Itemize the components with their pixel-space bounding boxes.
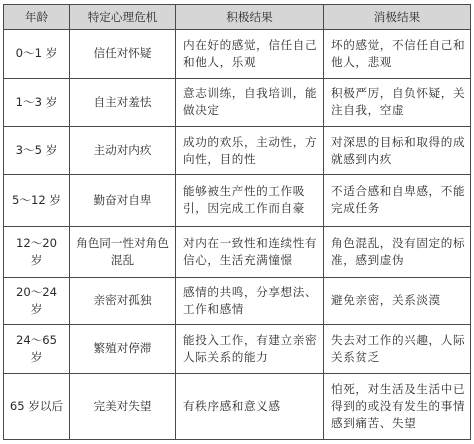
age-cell: 1～3 岁 xyxy=(4,78,70,127)
crisis-cell: 完美对失望 xyxy=(70,373,176,439)
positive-cell: 意志训练，自我培训，能做决定 xyxy=(176,78,324,127)
positive-cell: 对内在一致性和连续性有信心，生活充满憧憬 xyxy=(176,226,324,277)
age-cell: 12～20 岁 xyxy=(4,226,70,277)
negative-cell: 怕死，对生活及生活中已得到的或没有发生的事情感到痛苦、失望 xyxy=(324,373,471,439)
negative-cell: 不适合感和自卑感，不能完成任务 xyxy=(324,174,471,226)
positive-cell: 能投入工作，有建立亲密人际关系的能力 xyxy=(176,325,324,374)
crisis-cell: 勤奋对自卑 xyxy=(70,174,176,226)
age-cell: 20～24 岁 xyxy=(4,277,70,325)
positive-cell: 内在好的感觉，信任自己和他人，乐观 xyxy=(176,30,324,79)
table-row xyxy=(4,30,471,79)
table-row xyxy=(4,174,471,226)
table-row xyxy=(4,373,471,439)
negative-cell: 坏的感觉，不信任自己和他人，悲观 xyxy=(324,30,471,79)
positive-cell: 成功的欢乐，主动性，方向性，目的性 xyxy=(176,127,324,175)
crisis-cell: 主动对内疚 xyxy=(70,127,176,175)
header-age: 年龄 xyxy=(4,5,70,30)
positive-cell: 能够被生产性的工作吸引，因完成工作而自豪 xyxy=(176,174,324,226)
crisis-cell: 角色同一性对角色混乱 xyxy=(70,226,176,277)
table-row xyxy=(4,226,471,277)
table-row xyxy=(4,78,471,127)
negative-cell: 角色混乱，没有固定的标准，感到虚伪 xyxy=(324,226,471,277)
positive-cell: 感情的共鸣，分享想法、工作和感情 xyxy=(176,277,324,325)
crisis-cell: 亲密对孤独 xyxy=(70,277,176,325)
crisis-cell: 信任对怀疑 xyxy=(70,30,176,79)
psychosocial-stages-table xyxy=(3,4,471,440)
table-row xyxy=(4,325,471,374)
table-row xyxy=(4,127,471,175)
header-row xyxy=(4,5,471,30)
age-cell: 24～65 岁 xyxy=(4,325,70,374)
crisis-cell: 繁殖对停滞 xyxy=(70,325,176,374)
negative-cell: 积极严厉，自负怀疑，关注自我，空虚 xyxy=(324,78,471,127)
age-cell: 0～1 岁 xyxy=(4,30,70,79)
table-row xyxy=(4,277,471,325)
header-positive: 积极结果 xyxy=(176,5,324,30)
negative-cell: 对深思的目标和取得的成就感到内疚 xyxy=(324,127,471,175)
positive-cell: 有秩序感和意义感 xyxy=(176,373,324,439)
header-negative: 消极结果 xyxy=(324,5,471,30)
negative-cell: 失去对工作的兴趣，人际关系贫乏 xyxy=(324,325,471,374)
header-crisis: 特定心理危机 xyxy=(70,5,176,30)
negative-cell: 避免亲密，关系淡漠 xyxy=(324,277,471,325)
age-cell: 65 岁以后 xyxy=(4,373,70,439)
age-cell: 5～12 岁 xyxy=(4,174,70,226)
age-cell: 3～5 岁 xyxy=(4,127,70,175)
crisis-cell: 自主对羞怯 xyxy=(70,78,176,127)
